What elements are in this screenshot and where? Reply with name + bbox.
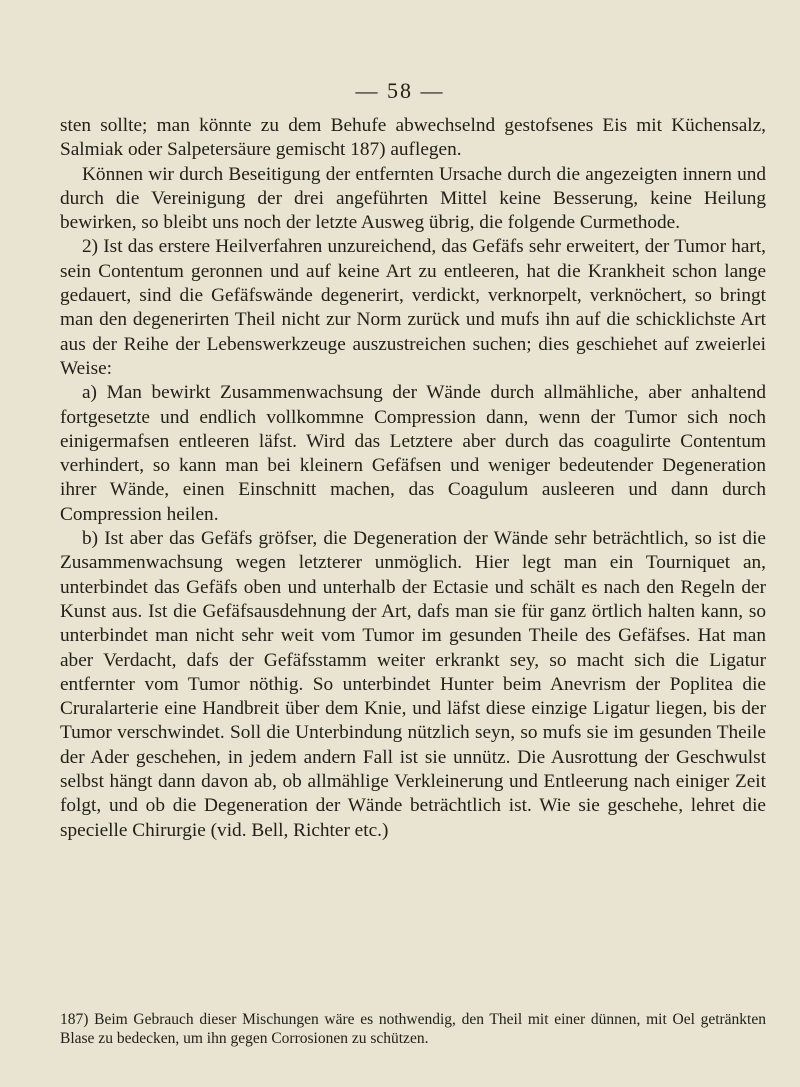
paragraph: b) Ist aber das Gefäfs gröfser, die Degeneration der Wände sehr beträchtlich, so ist die Zusammenwachsung wegen letzterer unmöglich. Hier legt man ein Tourniquet an, unterbindet das Gefäfs oben und unterhalb der Ectasie und schält es nach den Regeln der Kunst aus. Ist die Gefäfsausdehnung der Art, dafs man sie für ganz örtlich halten kann, so unterbindet man nicht sehr weit vom Tumor im gesunden Theile des Gefäfses. Hat man aber Verdacht, dafs der Gefäfsstamm weiter erkrankt sey, so macht sich die Ligatur entfernter vom Tumor nöthig. So unterbindet Hunter beim Anevrism der Poplitea die Cruralarterie eine Handbreit über dem Knie, und läfst diese einzige Ligatur liegen, bis der Tumor verschwindet. Soll die Unterbindung nützlich seyn, so mufs sie im gesunden Theile der Ader geschehen, in jedem andern Fall ist sie unnütz. Die Ausrottung der Geschwulst selbst hängt dann davon ab, ob allmählige Verkleinerung und Entleerung nach einiger Zeit folgt, und ob die Degeneration der Wände beträchtlich ist. Wie sie geschehe, lehret die specielle Chirurgie (vid. Bell, Richter etc.)	[60, 528, 766, 841]
paragraph: sten sollte; man könnte zu dem Behufe abwechselnd gestofsenes Eis mit Küchensalz, Salmiak oder Salpetersäure gemischt 187) auflegen.	[60, 115, 766, 161]
main-text	[60, 114, 766, 843]
paragraph: 2) Ist das erstere Heilverfahren unzureichend, das Gefäfs sehr erweitert, der Tumor hart, sein Contentum geronnen und auf keine Art zu entleeren, hat die Krankheit schon lange gedauert, sind die Gefäfswände degenerirt, verdickt, verknorpelt, verknöchert, so bringt man den degenerirten Theil nicht zur Norm zurück und mufs ihn auf die schicklichste Art aus der Reihe der Lebenswerkzeuge auszustreichen suchen; dies geschiehet auf zweierlei Weise:	[60, 236, 766, 379]
paragraph: Können wir durch Beseitigung der entfernten Ursache durch die angezeigten innern und durch die Vereinigung der drei angeführten Mittel keine Besserung, keine Heilung bewirken, so bleibt uns noch der letzte Ausweg übrig, die folgende Curmethode.	[60, 163, 766, 234]
page-number: — 58 —	[355, 78, 445, 103]
footnote	[60, 1010, 766, 1048]
paragraph: a) Man bewirkt Zusammenwachsung der Wände durch allmähliche, aber anhaltend fortgesetzte und endlich vollkommne Compression dann, wenn der Tumor sich noch einigermafsen entleeren läfst. Wird das Letztere aber durch das coagulirte Contentum verhindert, so kann man bei kleinern Gefäfsen und weniger bedeutender Degeneration ihrer Wände, einen Einschnitt machen, das Coagulum ausleeren und dann durch Compression heilen.	[60, 382, 766, 525]
footnote-text: 187) Beim Gebrauch dieser Mischungen wäre es nothwendig, den Theil mit einer dünnen, mit Oel getränkten Blase zu bedecken, um ihn gegen Corrosionen zu schützen.	[60, 1011, 766, 1047]
